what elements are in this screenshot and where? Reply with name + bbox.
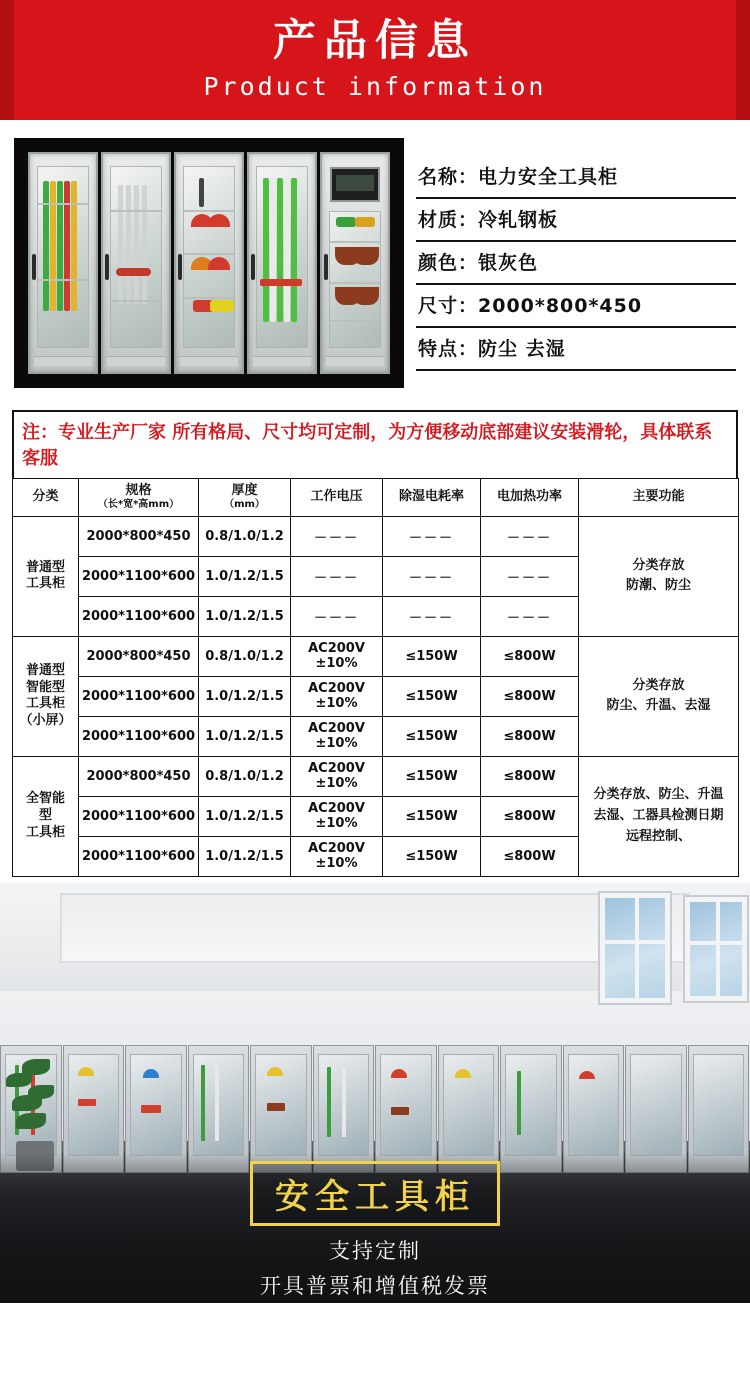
cell-category-1: 普通型 智能型 工具柜 （小屏） [13, 636, 79, 756]
cabinet-2 [101, 152, 171, 374]
cell-size: 2000*1100*600 [79, 596, 199, 636]
cell-voltage: －－－ [291, 516, 383, 556]
cell-heat: ≤800W [481, 836, 579, 876]
cell-thickness: 1.0/1.2/1.5 [199, 596, 291, 636]
header-title-en: Product information [203, 72, 547, 102]
product-photo [14, 138, 404, 388]
cell-thickness: 0.8/1.0/1.2 [199, 756, 291, 796]
cell-size: 2000*1100*600 [79, 836, 199, 876]
cell-thickness: 0.8/1.0/1.2 [199, 516, 291, 556]
spec-row-name [416, 156, 736, 199]
th-thickness: 厚度 （mm） [199, 479, 291, 517]
spec-label-name: 名称： [418, 166, 479, 188]
cabinet-handle-icon [178, 254, 182, 280]
cell-category-2: 全智能 型 工具柜 [13, 756, 79, 876]
cell-category-0: 普通型 工具柜 [13, 516, 79, 636]
cell-heat: ≤800W [481, 756, 579, 796]
spec-value-feature: 防尘 去湿 [478, 338, 566, 360]
cell-heat: －－－ [481, 596, 579, 636]
product-section [0, 120, 750, 398]
cell-dehumid: ≤150W [383, 756, 481, 796]
cell-dehumid: －－－ [383, 596, 481, 636]
header-title-cn: 产品信息 [273, 15, 477, 66]
cell-voltage: AC200V ±10% [291, 836, 383, 876]
cell-function-2: 分类存放、防尘、升温 去湿、工器具检测日期 远程控制、 [579, 756, 739, 876]
cell-size: 2000*800*450 [79, 756, 199, 796]
cell-voltage: AC200V ±10% [291, 636, 383, 676]
cell-thickness: 0.8/1.0/1.2 [199, 636, 291, 676]
cell-heat: ≤800W [481, 636, 579, 676]
specification-table [12, 478, 739, 877]
cell-thickness: 1.0/1.2/1.5 [199, 716, 291, 756]
th-category: 分类 [13, 479, 79, 517]
spec-label-size: 尺寸： [418, 295, 479, 317]
th-dehumid: 除湿电耗率 [383, 479, 481, 517]
spec-label-color: 颜色： [418, 252, 479, 274]
th-main-function: 主要功能 [579, 479, 739, 517]
cell-heat: ≤800W [481, 676, 579, 716]
cell-voltage: AC200V ±10% [291, 796, 383, 836]
cell-function-0: 分类存放 防潮、防尘 [579, 516, 739, 636]
spec-value-color: 银灰色 [478, 252, 539, 274]
cell-voltage: AC200V ±10% [291, 716, 383, 756]
cell-dehumid: ≤150W [383, 716, 481, 756]
bottom-banner [0, 1153, 750, 1303]
cell-heat: ≤800W [481, 796, 579, 836]
cell-heat: ≤800W [481, 716, 579, 756]
th-size: 规格 （长*宽*高mm） [79, 479, 199, 517]
spec-row-size [416, 285, 736, 328]
window-left [600, 893, 670, 1003]
cabinet-handle-icon [324, 254, 328, 280]
th-heat-power: 电加热功率 [481, 479, 579, 517]
showroom-cabinet-row [0, 1033, 750, 1173]
spec-label-feature: 特点： [418, 338, 479, 360]
spec-value-material: 冷轧钢板 [478, 209, 559, 231]
table-row [13, 756, 739, 796]
cabinet-handle-icon [32, 254, 36, 280]
cabinet-display-screen [330, 167, 380, 202]
cell-thickness: 1.0/1.2/1.5 [199, 556, 291, 596]
banner-title: 安全工具柜 [250, 1161, 500, 1226]
cell-dehumid: ≤150W [383, 636, 481, 676]
cell-heat: －－－ [481, 556, 579, 596]
showroom-photo [0, 883, 750, 1303]
spec-row-material [416, 199, 736, 242]
cell-voltage: －－－ [291, 596, 383, 636]
cell-dehumid: ≤150W [383, 836, 481, 876]
cell-size: 2000*1100*600 [79, 556, 199, 596]
cell-size: 2000*1100*600 [79, 796, 199, 836]
product-spec-list [416, 138, 736, 388]
cell-dehumid: －－－ [383, 556, 481, 596]
cell-thickness: 1.0/1.2/1.5 [199, 676, 291, 716]
cell-dehumid: －－－ [383, 516, 481, 556]
cabinet-3 [174, 152, 244, 374]
cabinet-photo-illustration [28, 152, 390, 374]
cell-dehumid: ≤150W [383, 796, 481, 836]
ceiling-inset [60, 893, 690, 963]
table-row [13, 516, 739, 556]
spec-label-material: 材质： [418, 209, 479, 231]
th-voltage: 工作电压 [291, 479, 383, 517]
cell-size: 2000*800*450 [79, 636, 199, 676]
cell-thickness: 1.0/1.2/1.5 [199, 836, 291, 876]
cabinet-4 [247, 152, 317, 374]
cabinet-handle-icon [105, 254, 109, 280]
spec-value-name: 电力安全工具柜 [478, 166, 619, 188]
cell-heat: －－－ [481, 516, 579, 556]
spec-row-color [416, 242, 736, 285]
cell-size: 2000*1100*600 [79, 716, 199, 756]
table-row [13, 636, 739, 676]
page-header [0, 0, 750, 120]
cell-function-1: 分类存放 防尘、升温、去湿 [579, 636, 739, 756]
cell-thickness: 1.0/1.2/1.5 [199, 796, 291, 836]
banner-subtitle: 支持定制 [329, 1238, 421, 1263]
cell-size: 2000*1100*600 [79, 676, 199, 716]
table-header-row [13, 479, 739, 517]
cell-voltage: －－－ [291, 556, 383, 596]
cell-voltage: AC200V ±10% [291, 756, 383, 796]
spec-row-feature [416, 328, 736, 371]
cell-size: 2000*800*450 [79, 516, 199, 556]
cabinet-handle-icon [251, 254, 255, 280]
note-box [12, 410, 738, 478]
window-right [685, 897, 747, 1001]
cell-voltage: AC200V ±10% [291, 676, 383, 716]
cabinet-5-smart [320, 152, 390, 374]
cell-dehumid: ≤150W [383, 676, 481, 716]
cabinet-1 [28, 152, 98, 374]
banner-subtitle-2: 开具普票和增值税发票 [260, 1273, 490, 1298]
spec-value-size: 2000*800*450 [478, 295, 643, 317]
note-text: 注：专业生产厂家 所有格局、尺寸均可定制，为方便移动底部建议安装滑轮，具体联系客服 [22, 422, 713, 470]
table-body [13, 516, 739, 876]
